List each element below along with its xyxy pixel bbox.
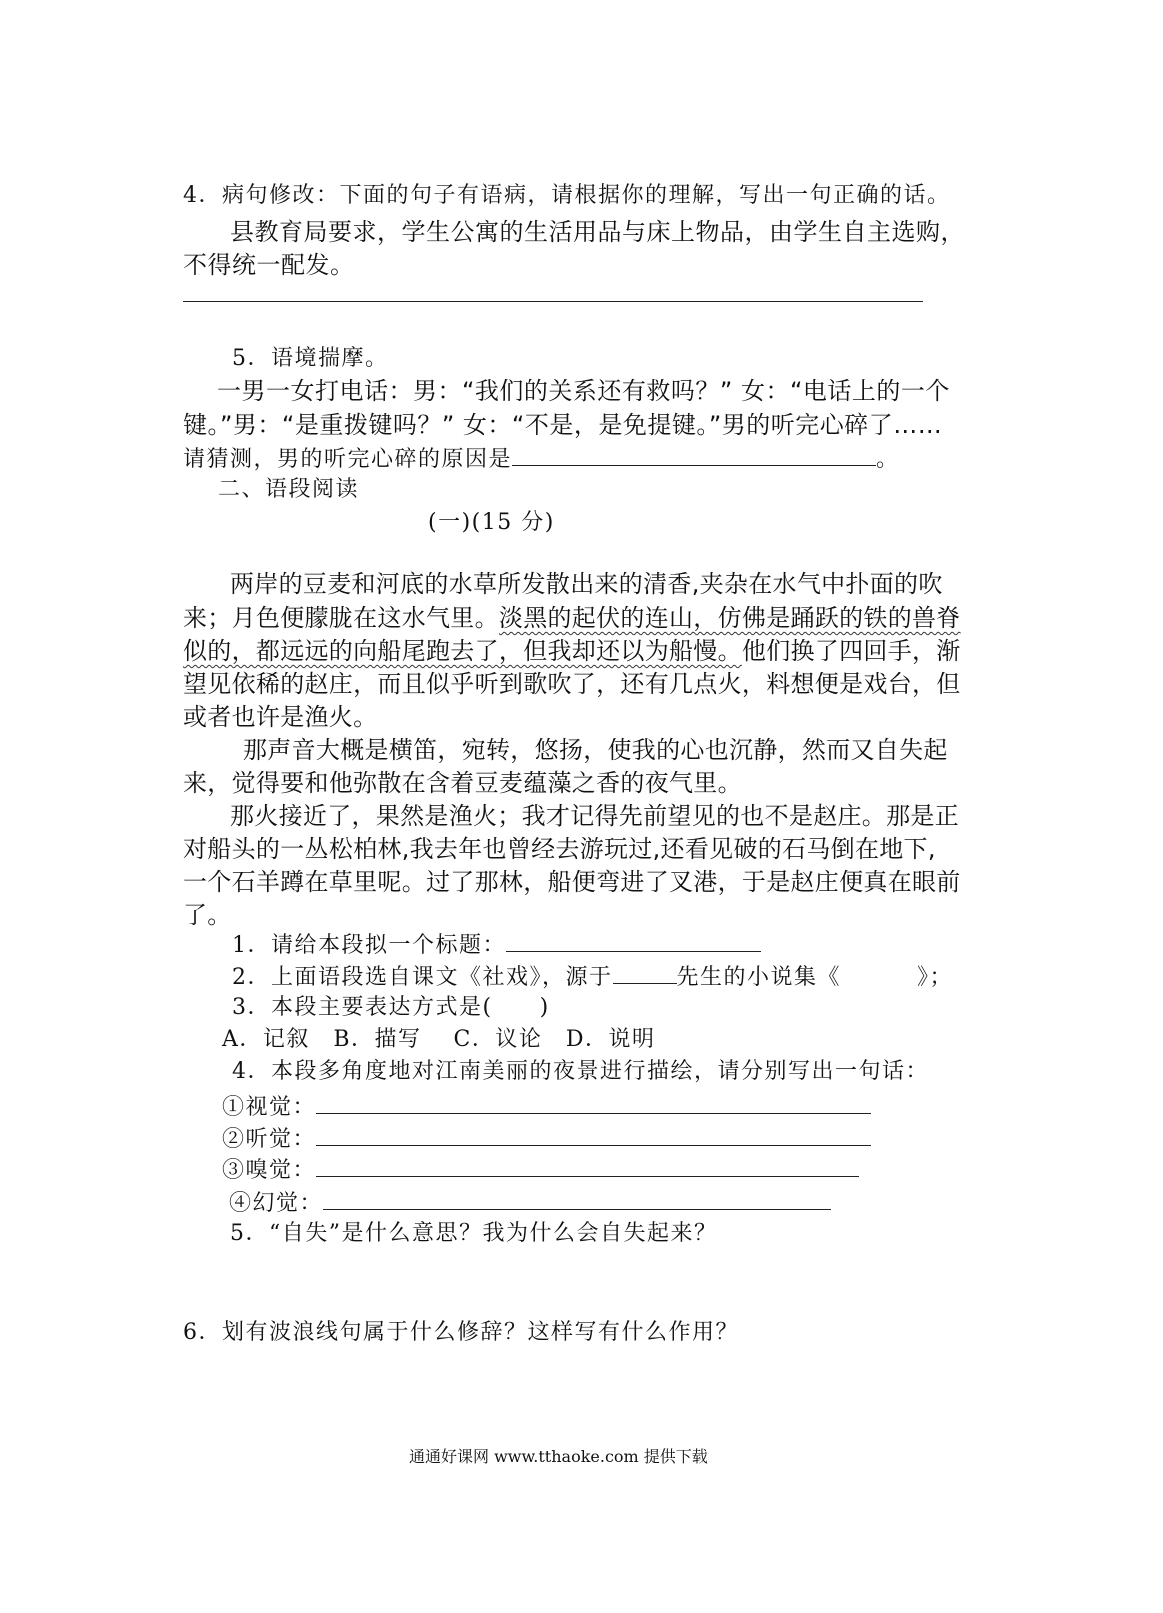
passage-p1-line3 [183,636,961,666]
rq4-hearing [222,1123,871,1155]
passage-p1-line5: 或者也许是渔火。 [183,703,378,731]
passage-p3-line1: 那火接近了，果然是渔火；我才记得先前望见的也不是赵庄。那是正 [230,802,959,830]
passage-p1-line2 [183,603,961,633]
rq3: 3．本段主要表达方式是( ) [232,995,550,1020]
rq4-smell-blank[interactable] [316,1154,859,1177]
rq2-text-c: 》； [917,965,954,990]
rq4-smell-label: ③嗅觉： [222,1158,317,1183]
passage-wavy-sentence-part1: 淡黑的起伏的连山，仿佛是踊跃的铁的兽脊 [498,604,961,632]
q5-line2: 键。”男：“是重拨键吗？” 女：“不是，是免提键。”男的听完心碎了…… [183,411,943,439]
passage-p1-line2-a: 来；月色便朦胧在这水气里。 [183,604,499,632]
rq6: 6．划有波浪线句属于什么修辞？这样写有什么作用？ [183,1320,739,1345]
rq4-visual [222,1091,871,1123]
q5-line3-suffix: 。 [876,447,900,472]
footer-text: 通通好课网 www.tthaoke.com 提供下载 [409,1447,708,1466]
q4-sentence-line1: 县教育局要求，学生公寓的生活用品与床上物品，由学生自主选购， [230,218,965,246]
q5-answer-blank[interactable] [512,443,876,466]
q5-title: 5．语境揣摩。 [232,346,389,371]
q4-instruction: 4．病句修改：下面的句子有语病，请根据你的理解，写出一句正确的话。 [183,183,951,208]
section2-subheading: (一)(15 分) [428,510,555,535]
rq2-text-a: 2．上面语段选自课文《社戏》，源于 [232,965,613,990]
rq4: 4．本段多角度地对江南美丽的夜景进行描绘，请分别写出一句话： [232,1059,929,1084]
rq4-smell [222,1154,859,1186]
passage-p1-line1: 两岸的豆麦和河底的水草所发散出来的清香,夹杂在水气中扑面的吹 [230,570,943,598]
passage-p1-line4: 望见依稀的赵庄，而且似乎听到歌吹了，还有几点火，料想便是戏台，但 [183,670,961,698]
rq2-text-b: 先生的小说集《 [676,965,842,990]
rq2 [232,961,953,993]
passage-p3-line4: 了。 [183,901,232,929]
rq2-author-blank[interactable] [613,961,677,984]
rq3-options: A．记叙 B．描写 C．议论 D．说明 [222,1027,656,1052]
section2-heading: 二、语段阅读 [218,477,360,502]
passage-p1-line3-b: 他们换了四回手，渐 [741,637,961,665]
passage-p3-line3: 一个石羊蹲在草里呢。过了那林，船便弯进了叉港，于是赵庄便真在眼前 [183,868,961,896]
rq4-illusion [229,1187,831,1219]
rq4-hearing-blank[interactable] [316,1123,871,1146]
q4-sentence-line2: 不得统一配发。 [183,251,355,279]
rq4-illusion-label: ④幻觉： [229,1191,324,1216]
passage-wavy-sentence-part2: 似的，都远远的向船尾跑去了，但我却还以为船慢。 [183,637,742,665]
rq5: 5．“自失”是什么意思？我为什么会自失起来？ [230,1221,718,1246]
rq1-answer-blank[interactable] [506,929,761,952]
rq4-visual-label: ①视觉： [222,1095,317,1120]
q5-line3 [183,443,900,475]
q4-answer-blank[interactable] [183,301,923,302]
passage-p3-line2: 对船头的一丛松柏林,我去年也曾经去游玩过,还看见破的石马倒在地下, [183,835,936,863]
rq4-hearing-label: ②听觉： [222,1127,317,1152]
rq4-illusion-blank[interactable] [323,1187,831,1210]
rq4-visual-blank[interactable] [316,1091,871,1114]
rq1 [232,929,761,961]
passage-p2-line2: 来，觉得要和他弥散在含着豆麦蕴藻之香的夜气里。 [183,769,742,797]
q5-line1: 一男一女打电话：男：“我们的关系还有救吗？” 女：“电话上的一个 [217,377,950,405]
passage-p2-line1: 那声音大概是横笛，宛转，悠扬，使我的心也沉静，然而又自失起 [243,736,948,764]
q5-line3-prefix: 请猜测，男的听完心碎的原因是 [183,447,513,472]
rq1-text: 1．请给本段拟一个标题： [232,933,506,958]
